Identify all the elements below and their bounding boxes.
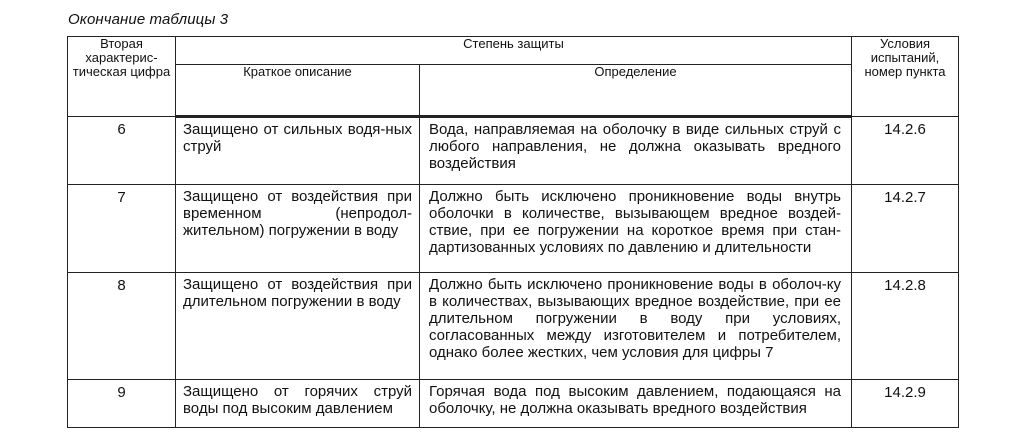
definition-cell: Горячая вода под высоким давлением, подающаяся на оболочку, не должна оказывать вредного воздействия bbox=[420, 380, 852, 428]
header-second-digit: Вторая характерис-тическая цифра bbox=[68, 37, 176, 117]
clause-cell: 14.2.9 bbox=[852, 380, 959, 428]
table-row bbox=[68, 117, 959, 185]
digit-cell: 7 bbox=[68, 185, 176, 273]
protection-table bbox=[67, 36, 959, 428]
header-definition: Определение bbox=[420, 65, 852, 117]
table-row bbox=[68, 273, 959, 380]
header-test-conditions: Условия испытаний, номер пункта bbox=[852, 37, 959, 117]
header-short-description: Краткое описание bbox=[176, 65, 420, 117]
digit-cell: 6 bbox=[68, 117, 176, 185]
short-description-cell: Защищено от горячих струй воды под высоким давлением bbox=[176, 380, 420, 428]
clause-cell: 14.2.7 bbox=[852, 185, 959, 273]
clause-cell: 14.2.8 bbox=[852, 273, 959, 380]
table-row bbox=[68, 185, 959, 273]
clause-cell: 14.2.6 bbox=[852, 117, 959, 185]
header-degree-of-protection: Степень защиты bbox=[176, 37, 852, 65]
digit-cell: 9 bbox=[68, 380, 176, 428]
definition-cell: Должно быть исключено проникновение воды внутрь оболочки в количестве, вызывающем вредное воздей-ствие, при ее погружении на короткое время при стан-дартизованных условиях по давлению и длительности bbox=[420, 185, 852, 273]
definition-cell: Должно быть исключено проникновение воды в оболоч-ку в количествах, вызывающих вредное воздействие, при ее длительном погружении в воду при условиях, согласованных между изготовителем и потребителем, однако более жестких, чем условия для цифры 7 bbox=[420, 273, 852, 380]
short-description-cell: Защищено от сильных водя-ных струй bbox=[176, 117, 420, 185]
table-row bbox=[68, 380, 959, 428]
table-caption: Окончание таблицы 3 bbox=[68, 11, 229, 28]
short-description-cell: Защищено от воздействия при временном (непродол-жительном) погружении в воду bbox=[176, 185, 420, 273]
definition-cell: Вода, направляемая на оболочку в виде сильных струй с любого направления, не должна оказывать вредного воздействия bbox=[420, 117, 852, 185]
short-description-cell: Защищено от воздействия при длительном погружении в воду bbox=[176, 273, 420, 380]
digit-cell: 8 bbox=[68, 273, 176, 380]
